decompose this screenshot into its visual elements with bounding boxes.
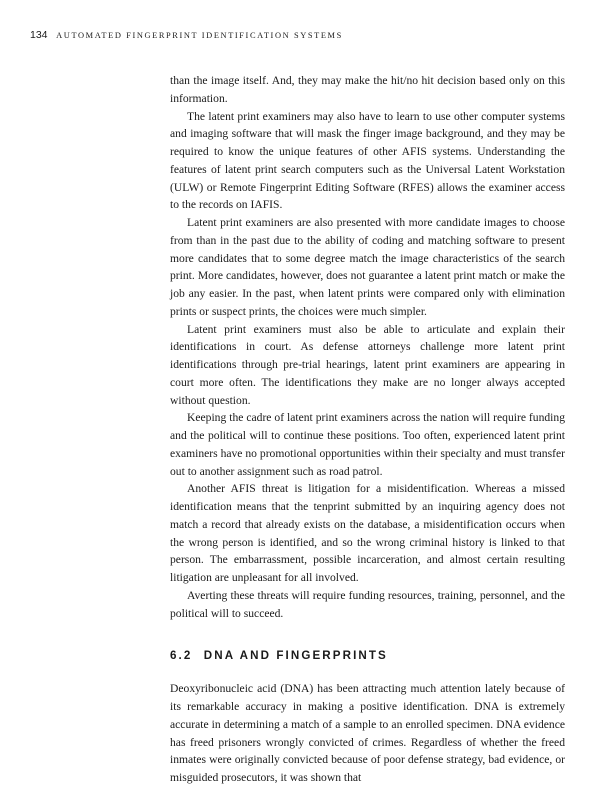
- section-number: 6.2: [170, 649, 193, 663]
- page-number: 134: [30, 29, 48, 41]
- paragraph-continued: than the image itself. And, they may make the hit/no hit decision based only on this information.: [170, 74, 565, 105]
- paragraph: Keeping the cadre of latent print examiners across the nation will require funding and the political will to continue these positions. Too often, experienced latent print examiners have no promotional opportunities within their specialty and must transfer out to another assignment such as road patrol.: [170, 411, 565, 478]
- body-text: [170, 72, 565, 787]
- running-header: [30, 29, 343, 41]
- paragraph: Latent print examiners are also presented with more candidate images to choose from than in the past due to the ability of coding and matching software to present more candidates that to some degree match the image characteristics of the search print. More candidates, however, does not guarantee a latent print match or make the job any easier. In the past, when latent prints were compared only with elimination prints or suspect prints, the choices were much simpler.: [170, 216, 565, 318]
- paragraph: Latent print examiners must also be able to articulate and explain their identifications in court. As defense attorneys challenge more latent print identifications through pre-trial hearings, latent print examiners are appearing in court more often. The identifications they make are no longer always accepted without question.: [170, 322, 565, 407]
- section-paragraph: Deoxyribonucleic acid (DNA) has been attracting much attention lately because of its remarkable accuracy in making a positive identification. DNA is extremely accurate in determining a match of a sample to an enrolled specimen. DNA evidence has freed prisoners wrongly convicted of crimes. Regardless of whether the freed inmates were originally convicted because of poor defense strategy, bad evidence, or misguided prosecutors, it was shown that: [170, 682, 565, 784]
- section-title: DNA AND FINGERPRINTS: [203, 649, 388, 663]
- section-heading: [170, 648, 565, 664]
- paragraph: The latent print examiners may also have to learn to use other computer systems and imaging software that will mask the finger image background, and they may be required to know the unique features of other AFIS systems. Understanding the features of latent print search computers such as the Universal Latent Workstation (ULW) or Remote Fingerprint Editing Software (RFES) allows the examiner access to the records on IAFIS.: [170, 109, 565, 212]
- book-title: AUTOMATED FINGERPRINT IDENTIFICATION SYSTEMS: [56, 31, 343, 40]
- paragraph: Another AFIS threat is litigation for a misidentification. Whereas a missed identification means that the tenprint submitted by an inquiring agency does not match a record that already exists on the database, a misidentification occurs when the wrong person is identified, and so the wrong criminal history is linked to that person. The embarrassment, possible incarceration, and almost certain resulting litigation are unpleasant for all involved.: [170, 482, 565, 584]
- paragraph: Averting these threats will require funding resources, training, personnel, and the political will to succeed.: [170, 588, 565, 620]
